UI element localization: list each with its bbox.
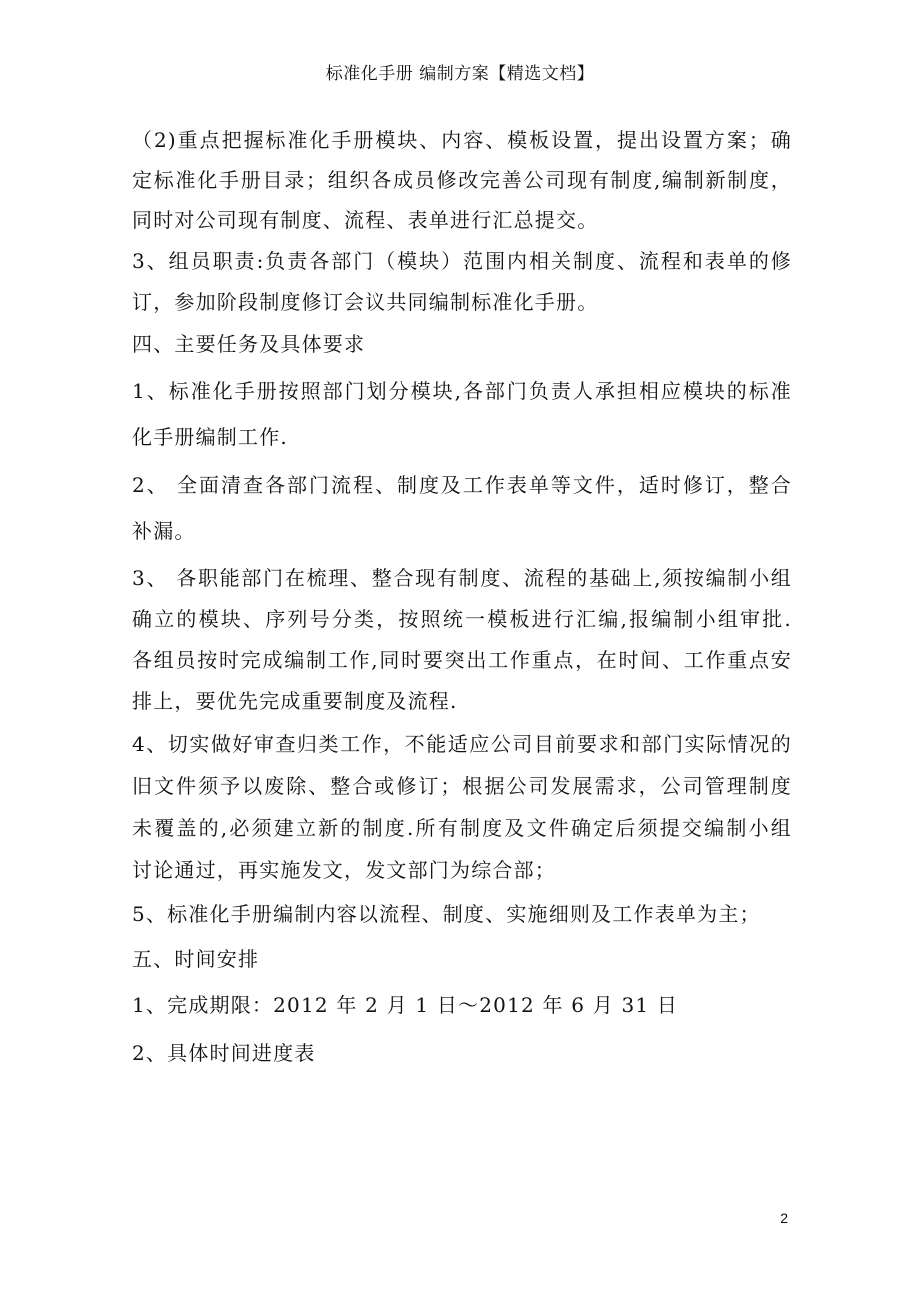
- paragraph-line: 2、具体时间进度表: [132, 1041, 316, 1065]
- paragraph-line: 同时对公司现有制度、流程、表单进行汇总提交。: [132, 208, 599, 232]
- paragraph-line: 订，参加阶段制度修订会议共同编制标准化手册。: [132, 290, 599, 314]
- page-header-title: 标准化手册 编制方案【精选文档】: [325, 64, 595, 84]
- paragraph: [132, 985, 792, 1025]
- paragraph-line: 讨论通过，再实施发文，发文部门为综合部；: [132, 858, 556, 882]
- paragraph: [132, 723, 792, 891]
- document-body: [132, 120, 792, 1073]
- paragraph: [132, 120, 792, 240]
- paragraph: [132, 241, 792, 323]
- paragraph-line: 1、标准化手册按照部门划分模块,各部门负责人承担相应模块的标准: [132, 379, 792, 403]
- paragraph-line: 5、标准化手册编制内容以流程、制度、实施细则及工作表单为主；: [132, 902, 761, 926]
- paragraph: [132, 1033, 792, 1073]
- paragraph-line: 旧文件须予以废除、整合或修订；根据公司发展需求，公司管理制度: [132, 774, 792, 798]
- paragraph-line: 各组员按时完成编制工作,同时要突出工作重点，在时间、工作重点安: [132, 648, 792, 672]
- paragraph-line: 排上，要优先完成重要制度及流程.: [132, 689, 458, 713]
- paragraph-line: 五、时间安排: [132, 947, 260, 971]
- paragraph: [132, 368, 792, 460]
- paragraph-line: 补漏。: [132, 519, 196, 543]
- paragraph-line: （2)重点把握标准化手册模块、内容、模板设置，提出设置方案；确: [132, 128, 792, 152]
- paragraph-line: 3、 各职能部门在梳理、整合现有制度、流程的基础上,须按编制小组: [132, 566, 792, 590]
- paragraph: [132, 894, 792, 934]
- paragraph: [132, 558, 792, 722]
- paragraph: [132, 939, 792, 979]
- paragraph-line: 未覆盖的,必须建立新的制度.所有制度及文件确定后须提交编制小组: [132, 816, 792, 840]
- paragraph-line: 四、主要任务及具体要求: [132, 332, 366, 356]
- paragraph-line: 4、切实做好审查归类工作，不能适应公司目前要求和部门实际情况的: [132, 732, 792, 756]
- paragraph: [132, 462, 792, 554]
- paragraph-line: 确立的模块、序列号分类，按照统一模板进行汇编,报编制小组审批.: [132, 607, 792, 631]
- paragraph-line: 1、完成期限：2012 年 2 月 1 日～2012 年 6 月 31 日: [132, 993, 679, 1017]
- paragraph-line: 3、组员职责:负责各部门（模块）范围内相关制度、流程和表单的修: [132, 249, 792, 273]
- paragraph-line: 2、 全面清查各部门流程、制度及工作表单等文件，适时修订，整合: [132, 473, 792, 497]
- paragraph-line: 定标准化手册目录；组织各成员修改完善公司现有制度,编制新制度，: [132, 168, 792, 192]
- page-number: 2: [780, 1210, 788, 1226]
- paragraph: [132, 324, 792, 364]
- paragraph-line: 化手册编制工作.: [132, 425, 288, 449]
